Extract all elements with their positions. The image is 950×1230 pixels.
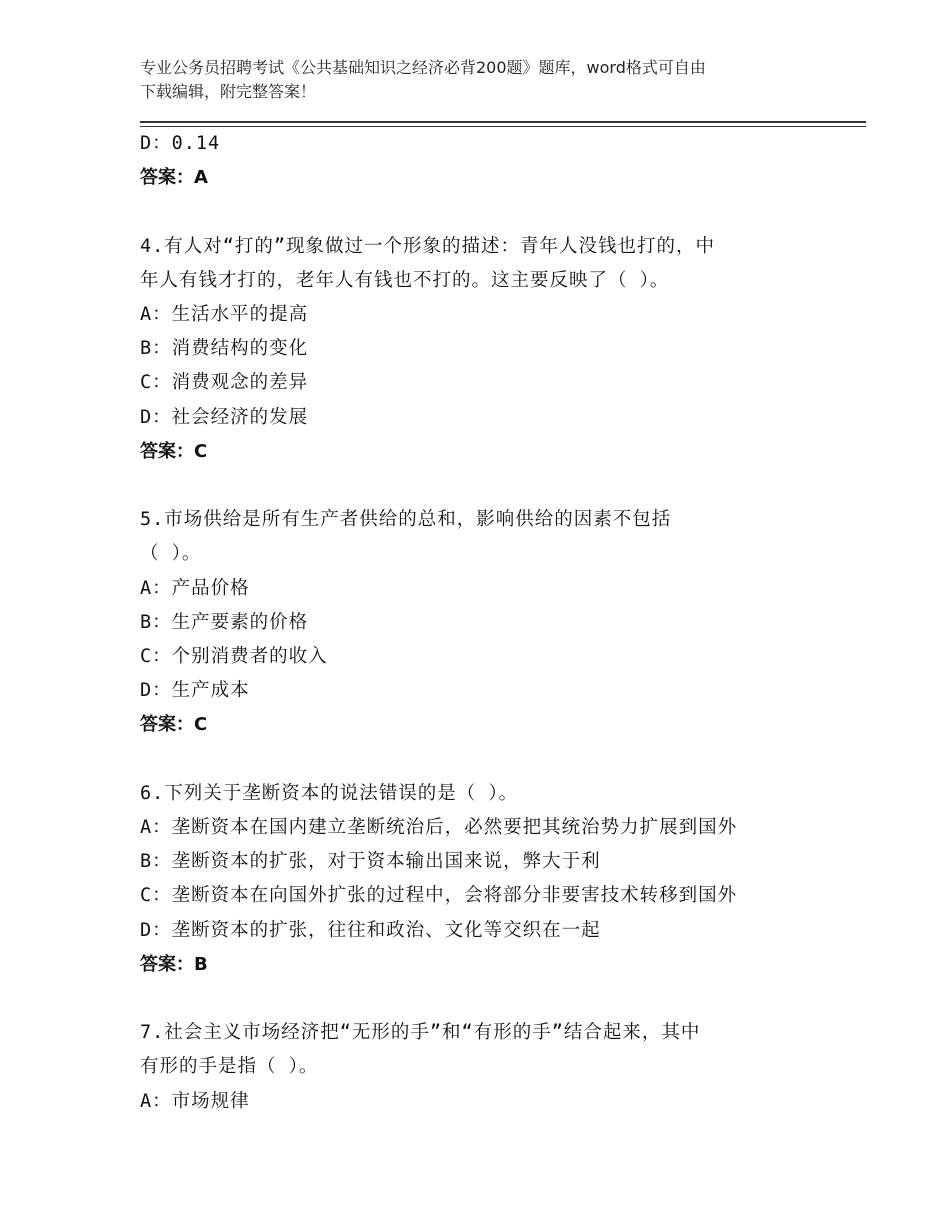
q4-option-d: D：社会经济的发展 bbox=[140, 406, 309, 428]
q5-option-c: C：个别消费者的收入 bbox=[140, 646, 328, 668]
q4-option-b: B：消费结构的变化 bbox=[140, 338, 309, 360]
q6-option-b: B：垄断资本的扩张，对于资本输出国来说，弊大于利 bbox=[140, 851, 601, 873]
header-rule-thick bbox=[140, 121, 866, 123]
q4-stem-line-2: 年人有钱才打的，老年人有钱也不打的。这主要反映了（ ）。 bbox=[140, 269, 670, 291]
header-line-2: 下载编辑，附完整答案！ bbox=[140, 82, 317, 101]
q6-option-d: D：垄断资本的扩张，往往和政治、文化等交织在一起 bbox=[140, 919, 601, 941]
header-line-1: 专业公务员招聘考试《公共基础知识之经济必背200题》题库，word格式可自由 bbox=[140, 58, 706, 77]
q6-option-c: C：垄断资本在向国外扩张的过程中，会将部分非要害技术转移到国外 bbox=[140, 885, 738, 907]
q6-answer: 答案：B bbox=[140, 953, 208, 975]
q5-answer: 答案：C bbox=[140, 714, 208, 736]
q7-stem-line-2: 有形的手是指（ ）。 bbox=[140, 1056, 319, 1078]
q4-option-a: A：生活水平的提高 bbox=[140, 304, 309, 325]
question-content bbox=[140, 127, 840, 1119]
q7-stem-line-1: 7.社会主义市场经济把“无形的手”和“有形的手”结合起来，其中 bbox=[140, 1022, 701, 1044]
q4-option-c: C：消费观念的差异 bbox=[140, 372, 309, 394]
spacer bbox=[140, 982, 840, 1016]
q6-stem-line-1: 6.下列关于垄断资本的说法错误的是（ ）。 bbox=[140, 782, 519, 804]
spacer bbox=[140, 195, 840, 229]
q4-answer: 答案：C bbox=[140, 440, 208, 462]
q4-stem-line-1: 4.有人对“打的”现象做过一个形象的描述：青年人没钱也打的，中 bbox=[140, 235, 716, 257]
q5-stem-line-1: 5.市场供给是所有生产者供给的总和，影响供给的因素不包括 bbox=[140, 509, 672, 531]
document-header bbox=[140, 56, 820, 104]
q3-answer: 答案：A bbox=[140, 167, 208, 189]
q3-option-d: D：0.14 bbox=[140, 133, 221, 154]
q5-option-d: D：生产成本 bbox=[140, 680, 250, 702]
spacer bbox=[140, 469, 840, 503]
q6-option-a: A：垄断资本在国内建立垄断统治后，必然要把其统治势力扩展到国外 bbox=[140, 817, 738, 839]
spacer bbox=[140, 743, 840, 777]
q5-option-a: A：产品价格 bbox=[140, 577, 250, 599]
q5-option-b: B：生产要素的价格 bbox=[140, 611, 309, 633]
q7-option-a: A：市场规律 bbox=[140, 1090, 250, 1112]
q5-stem-line-2: （ ）。 bbox=[140, 543, 202, 565]
